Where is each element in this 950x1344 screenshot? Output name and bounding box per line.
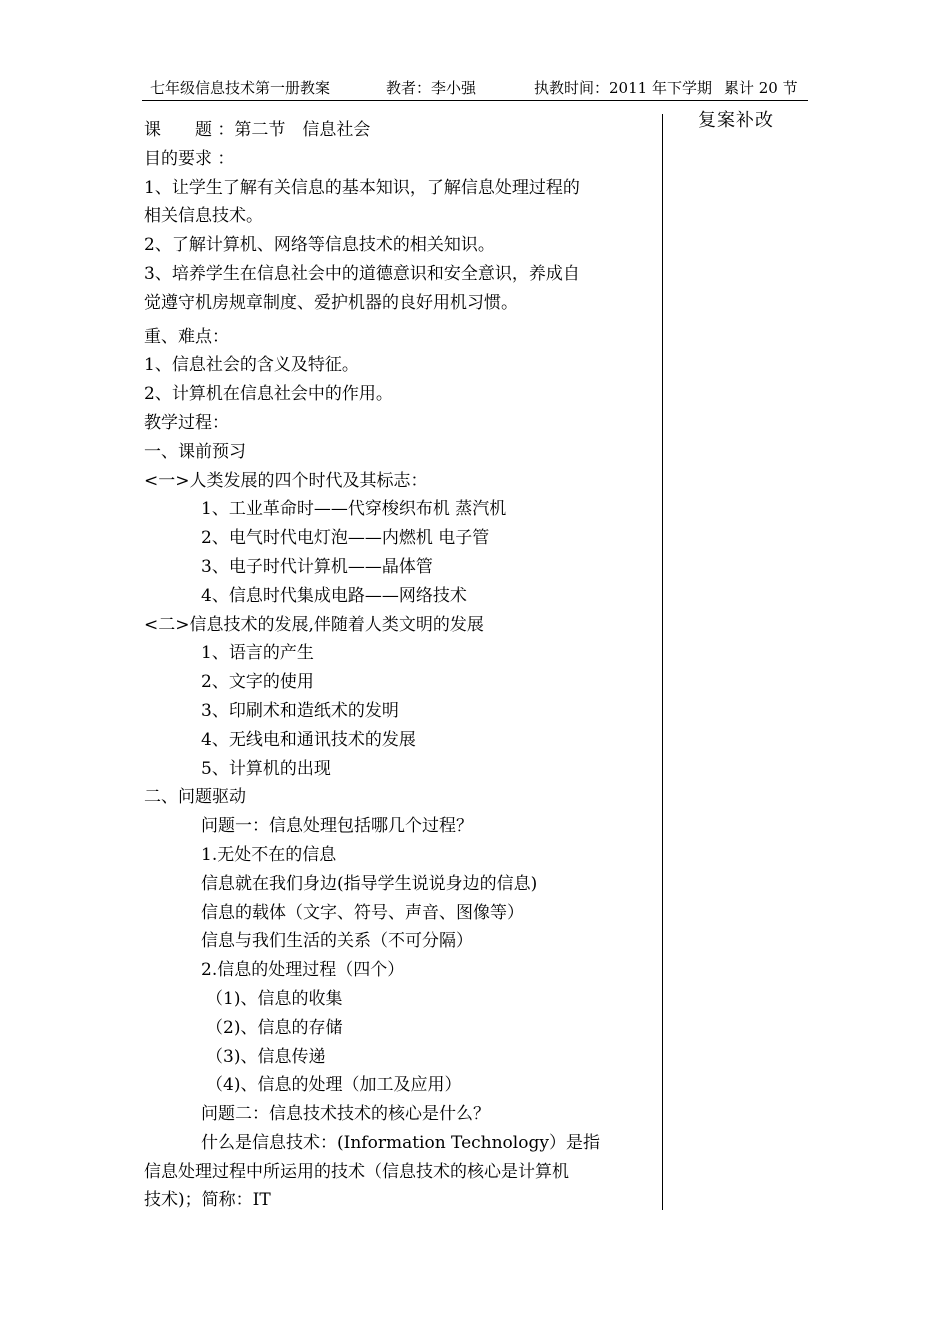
topic-1-line-3: 信息与我们生活的关系（不可分隔）: [201, 931, 473, 952]
process-heading: 教学过程：: [144, 412, 229, 433]
development-item-5: 5、计算机的出现: [201, 758, 331, 779]
it-definition-line-3: 技术)；简称：IT: [144, 1190, 271, 1211]
it-definition-line-2: 信息处理过程中所运用的技术（信息技术的核心是计算机: [144, 1161, 569, 1182]
key-points-heading: 重、难点：: [144, 326, 229, 347]
subsection-2-heading: <二>信息技术的发展,伴随着人类文明的发展: [144, 614, 484, 635]
question-2: 问题二：信息技术技术的核心是什么？: [201, 1104, 490, 1125]
page-header: [142, 76, 808, 101]
key-point-1: 1、信息社会的含义及特征。: [144, 355, 359, 376]
process-step-4: （4)、信息的处理（加工及应用）: [206, 1075, 462, 1096]
development-item-4: 4、无线电和通讯技术的发展: [201, 729, 416, 750]
process-step-3: （3)、信息传递: [206, 1046, 326, 1067]
total-lessons: 累计 20 节: [724, 79, 798, 97]
lesson-topic: 课 题 ：第二节 信息社会: [144, 120, 371, 140]
development-item-1: 1、语言的产生: [201, 643, 314, 664]
era-item-2: 2、电气时代电灯泡——内燃机 电子管: [201, 528, 490, 549]
teacher-name: 教者：李小强: [386, 79, 477, 97]
section-1-heading: 一、课前预习: [144, 441, 246, 462]
column-divider: [662, 114, 663, 1210]
question-1: 问题一：信息处理包括哪几个过程？: [201, 816, 473, 837]
process-step-1: （1)、信息的收集: [206, 988, 343, 1009]
topic-1-line-2: 信息的载体（文字、符号、声音、图像等）: [201, 902, 524, 923]
revision-column-title: 复案补改: [698, 110, 774, 131]
era-item-1: 1、工业革命时——代穿梭织布机 蒸汽机: [201, 499, 507, 520]
subsection-1-heading: <一>人类发展的四个时代及其标志：: [144, 470, 428, 491]
it-definition-line-1: 什么是信息技术：(Information Technology）是指: [201, 1132, 600, 1153]
era-item-3: 3、电子时代计算机——晶体管: [201, 556, 433, 577]
teaching-time: 执教时间：2011 年下学期: [534, 79, 712, 97]
era-item-4: 4、信息时代集成电路——网络技术: [201, 585, 467, 606]
objectives-heading: 目的要求 ：: [144, 148, 235, 169]
objective-2: 2、了解计算机、网络等信息技术的相关知识。: [144, 235, 495, 256]
development-item-2: 2、文字的使用: [201, 672, 314, 693]
process-step-2: （2)、信息的存储: [206, 1017, 343, 1038]
development-item-3: 3、印刷术和造纸术的发明: [201, 700, 399, 721]
topic-1-line-1: 信息就在我们身边(指导学生说说身边的信息): [201, 873, 538, 894]
topic-2-heading: 2.信息的处理过程（四个）: [201, 960, 405, 981]
course-title: 七年级信息技术第一册教案: [150, 79, 331, 97]
objective-3-cont: 觉遵守机房规章制度、爱护机器的良好用机习惯。: [144, 292, 518, 313]
objective-1: 1、让学生了解有关信息的基本知识，了解信息处理过程的: [144, 177, 580, 198]
topic-1-heading: 1.无处不在的信息: [201, 844, 337, 865]
lesson-content: [144, 116, 638, 1215]
objective-3: 3、培养学生在信息社会中的道德意识和安全意识，养成自: [144, 263, 580, 284]
section-2-heading: 二、问题驱动: [144, 787, 246, 808]
objective-1-cont: 相关信息技术。: [144, 206, 263, 227]
key-point-2: 2、计算机在信息社会中的作用。: [144, 384, 393, 405]
